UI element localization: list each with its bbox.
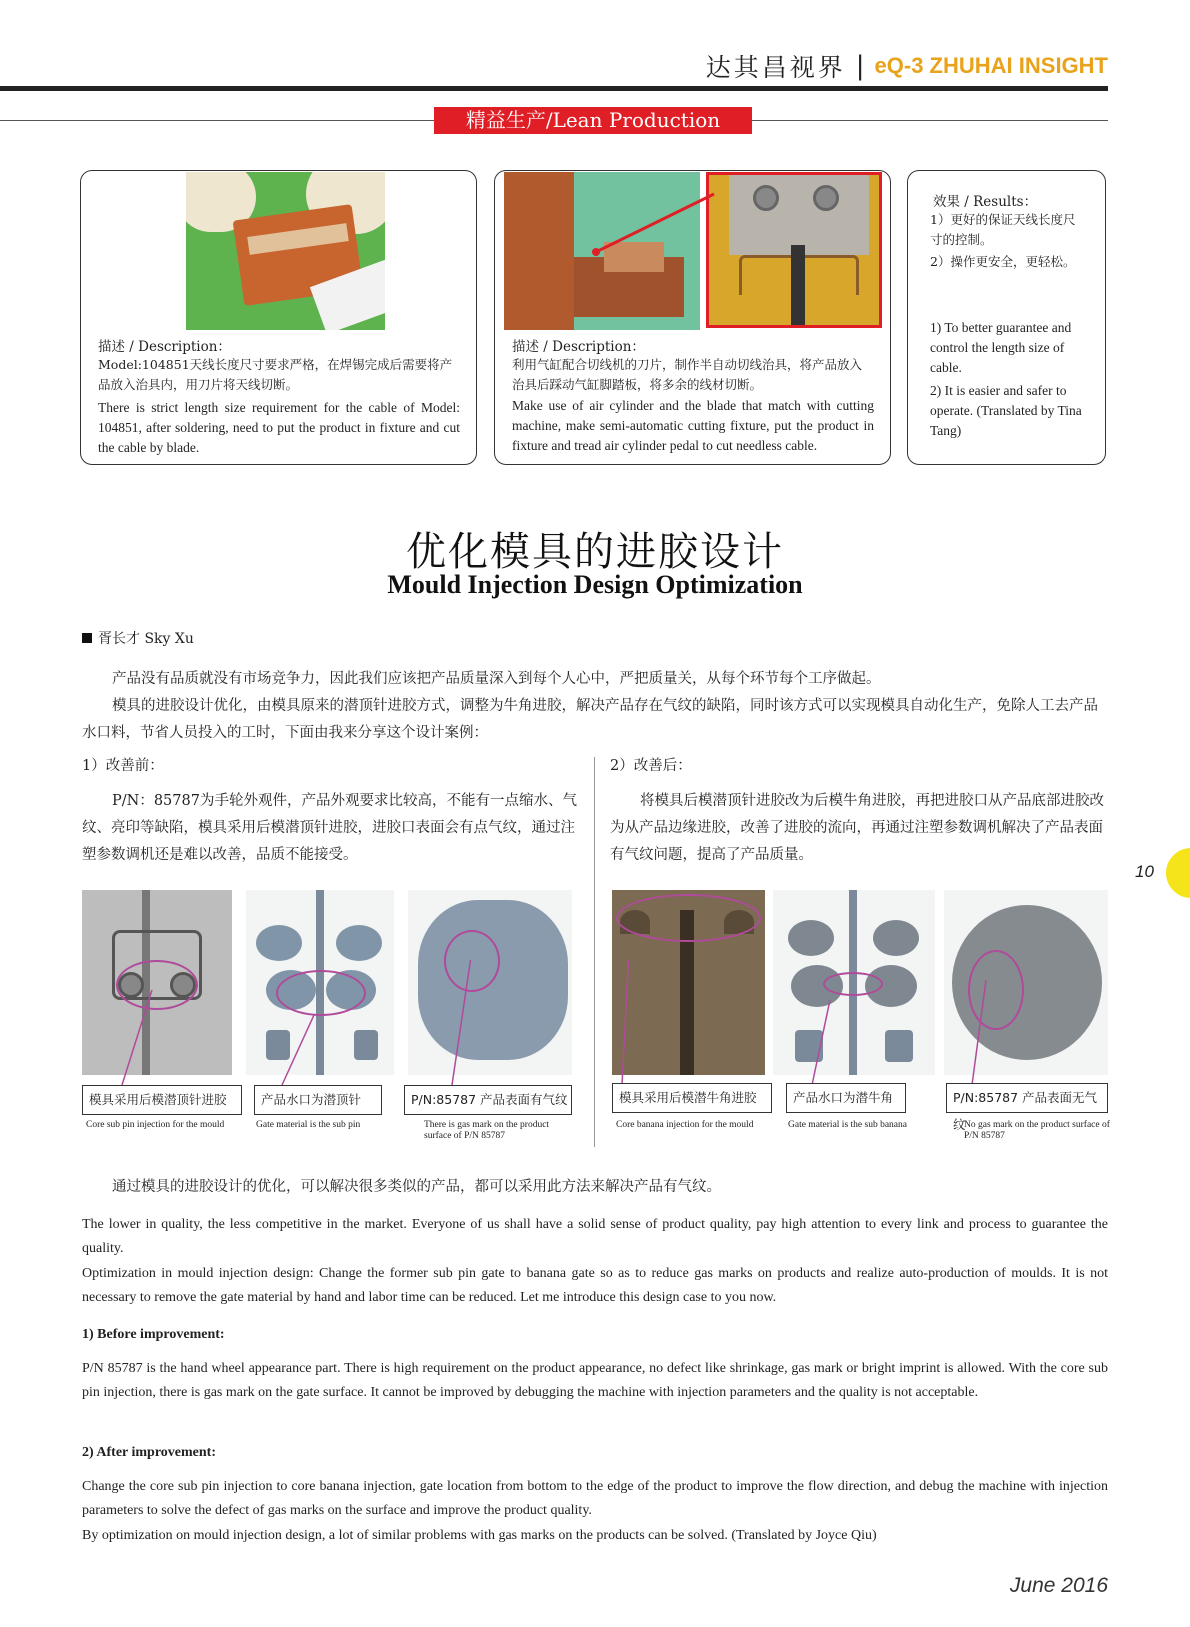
page-marker-dot <box>1166 848 1190 898</box>
caption-2-en: Gate material is the sub pin <box>256 1120 361 1130</box>
box2-cn-text: 利用气缸配合切线机的刀片，制作半自动切线治具，将产品放入治具后踩动气缸脚踏板，将多余的线材切断。 <box>512 357 863 392</box>
results-en-2: 2) It is easier and safer to operate. (Translated by Tina Tang) <box>930 383 1082 438</box>
issue-date: June 2016 <box>1009 1574 1108 1597</box>
zoom-arrow <box>590 190 720 260</box>
en-after-text: Change the core sub pin injection to core banana injection, gate location from bottom to the edge of the product to improve the flow direction, and debug the machine with injection parameters to solve the defect of gas marks on the surface and improve the product quality. <box>82 1479 1108 1518</box>
after-text-cn: 将模具后模潜顶针进胶改为后模牛角进胶，再把进胶口从产品底部进胶改为从产品边缘进胶，改善了进胶的流向，再通过注塑参数调机解决了产品表面有气纹问题，提高了产品质量。 <box>610 793 1104 863</box>
results-en-1: 1) To better guarantee and control the length size of cable. <box>930 320 1072 375</box>
caption-4: 模具采用后模潜牛角进胶 <box>612 1083 772 1113</box>
header-rule <box>0 86 1108 91</box>
bullet-square-icon <box>82 633 92 643</box>
en-before-heading: 1) Before improvement: <box>82 1327 225 1342</box>
caption-3: P/N:85787 产品表面有气纹 <box>404 1085 572 1115</box>
brand-en: eQ-3 ZHUHAI INSIGHT <box>874 53 1108 78</box>
intro-cn-1: 产品没有品质就没有市场竞争力，因此我们应该把产品质量深入到每个人心中，严把质量关，从每个环节每个工序做起。 <box>112 671 881 687</box>
caption-1: 模具采用后模潜顶针进胶 <box>82 1085 242 1115</box>
byline <box>82 628 194 648</box>
section-tag: 精益生产/Lean Production <box>434 107 752 134</box>
en-paragraph-1: The lower in quality, the less competitive in the market. Everyone of us shall have a solid sense of product quality, pay high attention to every link and process to guarantee the quality. <box>82 1217 1108 1256</box>
en-before-text: P/N 85787 is the hand wheel appearance part. There is high requirement on the product appearance, no defect like shrinkage, gas mark or bright imprint is allowed. With the core sub pin injection, there is gas mark on the gate surface. It cannot be improved by debugging the machine with injection parameters and the quality is not acceptable. <box>82 1361 1108 1400</box>
box2-en-text: Make use of air cylinder and the blade that match with cutting machine, make semi-automatic cutting fixture, put the product in fixture and tread air cylinder pedal to cut needless cable. <box>512 398 874 453</box>
brand-cn: 达其昌视界 <box>705 53 846 82</box>
results-cn-1: 1）更好的保证天线长度尺寸的控制。 <box>930 212 1076 247</box>
box1-en-text: There is strict length size requirement for the cable of Model: 104851, after soldering, need to put the product in fixture and cut the cable by blade. <box>98 400 460 455</box>
caption-1-en: Core sub pin injection for the mould <box>86 1120 225 1130</box>
blade-closeup-photo <box>706 172 882 328</box>
brand-separator: | <box>855 51 865 81</box>
conclusion-cn: 通过模具的进胶设计的优化，可以解决很多类似的产品，都可以采用此方法来解决产品有气纹。 <box>112 1179 721 1195</box>
box2-heading: 描述 / Description： <box>512 339 645 355</box>
caption-pointers <box>82 960 1108 1090</box>
en-final-text: By optimization on mould injection design, a lot of similar problems with gas marks on the products can be solved. (Translated by Joyce Qiu) <box>82 1528 877 1543</box>
caption-5: 产品水口为潜牛角 <box>786 1083 906 1113</box>
page-number: 10 <box>1135 862 1154 881</box>
caption-4-en: Core banana injection for the mould <box>616 1120 754 1130</box>
article-title-cn: 优化模具的进胶设计 <box>406 529 784 575</box>
box1-cn-text: Model:104851天线长度尺寸要求严格，在焊锡完成后需要将产品放入治具内，用刀片将天线切断。 <box>98 357 453 392</box>
caption-6-en: No gas mark on the product surface of P/N 85787 <box>964 1120 1110 1141</box>
caption-3-en: There is gas mark on the product surface of P/N 85787 <box>424 1120 550 1141</box>
caption-5-en: Gate material is the sub banana <box>788 1120 907 1130</box>
author: 胥长才 Sky Xu <box>98 631 194 647</box>
intro-cn-2: 模具的进胶设计优化，由模具原来的潜顶针进胶方式，调整为牛角进胶，解决产品存在气纹的缺陷，同时该方式可以实现模具自动化生产，免除人工去产品水口料，节省人员投入的工时，下面由我来分享这个设计案例： <box>82 698 1098 741</box>
masthead <box>706 48 1108 84</box>
results-heading: 效果 / Results： <box>933 194 1038 210</box>
after-heading-cn: 2）改善后： <box>610 758 692 774</box>
results-cn-2: 2）操作更安全，更轻松。 <box>930 254 1076 269</box>
en-paragraph-2: Optimization in mould injection design: Change the former sub pin gate to banana gate so as to reduce gas marks on products and realize auto-production of moulds. It is not necessary to remove the gate material by hand and labor time can be reduced. Let me introduce this design case to you now. <box>82 1266 1108 1305</box>
box1-heading: 描述 / Description： <box>98 339 231 355</box>
cutting-by-hand-photo <box>186 172 385 330</box>
caption-2: 产品水口为潜顶针 <box>254 1085 382 1115</box>
article-title-en: Mould Injection Design Optimization <box>387 570 803 599</box>
caption-6: P/N:85787 产品表面无气纹 <box>946 1083 1108 1113</box>
before-heading-cn: 1）改善前： <box>82 758 164 774</box>
en-after-heading: 2) After improvement: <box>82 1445 216 1460</box>
before-text-cn: P/N：85787为手轮外观件，产品外观要求比较高，不能有一点缩水、气纹、亮印等缺陷，模具采用后模潜顶针进胶，进胶口表面会有点气纹，通过注塑参数调机还是难以改善，品质不能接受。 <box>82 793 577 863</box>
